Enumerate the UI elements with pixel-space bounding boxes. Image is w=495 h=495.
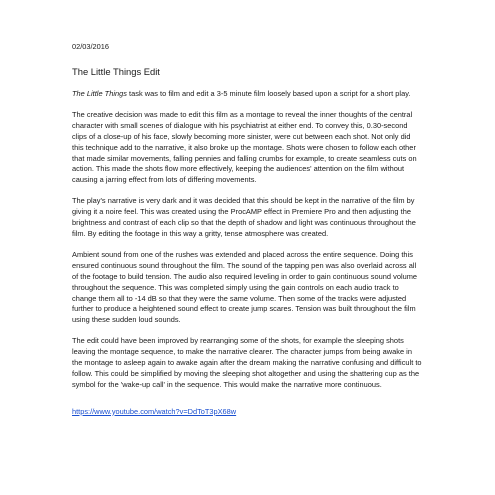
paragraph-sound: Ambient sound from one of the rushes was extended and placed across the entire sequence. Doing this ensured continuous sound throughout the film. The sound of the tapping pen was also overlaid across all of the footage to build tension. The audio also required leveling in order to gain continuous sound volume throughout the sequence. This was completed simply using the gain controls on each audio track to change them all to -14 dB so that they were the same volume. Then some of the tracks were adjusted further to produce a heightened sound effect to create jump scares. Tension was built throughout the film using these sudden loud sounds. — [72, 249, 418, 325]
paragraph-montage: The creative decision was made to edit this film as a montage to reveal the inner thoughts of the central character with small scenes of dialogue with his psychiatrist at either end. To convey this, 0.30-second clips of a close-up of his face, slowly becoming more sinister, were cut between each shot. Not only did this technique add to the narrative, it also broke up the montage. Shots were chosen to follow each other that made similar movements, falling pennies and falling crumbs for example, to create seamless cuts on action. This made the shots flow more effectively, keeping the audiences' attention on the film without causing a jarring effect from lots of differing movements. — [72, 109, 417, 185]
paragraph-improvements: The edit could have been improved by rearranging some of the shots, for example the sleeping shots leaving the montage sequence, to make the narrative clearer. The character jumps from being awake in the montage to asleep again to awake again after the dream making the narrative confusing and difficult to follow. This could be simplified by moving the sleeping shot altogether and using the shattering cup as the symbol for the 'wake-up call' in the sequence. This would make the narrative more continuous. — [72, 336, 422, 389]
intro-text: task was to film and edit a 3-5 minute film loosely based upon a script for a short play. — [126, 89, 411, 98]
intro-paragraph — [72, 89, 424, 100]
document-page — [72, 42, 424, 419]
intro-italic-title: The Little Things — [72, 89, 127, 98]
youtube-link[interactable]: https://www.youtube.com/watch?v=DdToT3pX68w — [72, 406, 237, 416]
document-date: 02/03/2016 — [72, 42, 109, 51]
paragraph-noire: The play's narrative is very dark and it was decided that this should be kept in the narrative of the film by giving it a noire feel. This was created using the ProcAMP effect in Premiere Pro and then adjusting the brightness and contrast of each clip so that the depth of shadow and light was continuous throughout the film. By editing the footage in this way a gritty, tense atmosphere was created. — [72, 196, 416, 238]
document-title: The Little Things Edit — [72, 66, 160, 77]
